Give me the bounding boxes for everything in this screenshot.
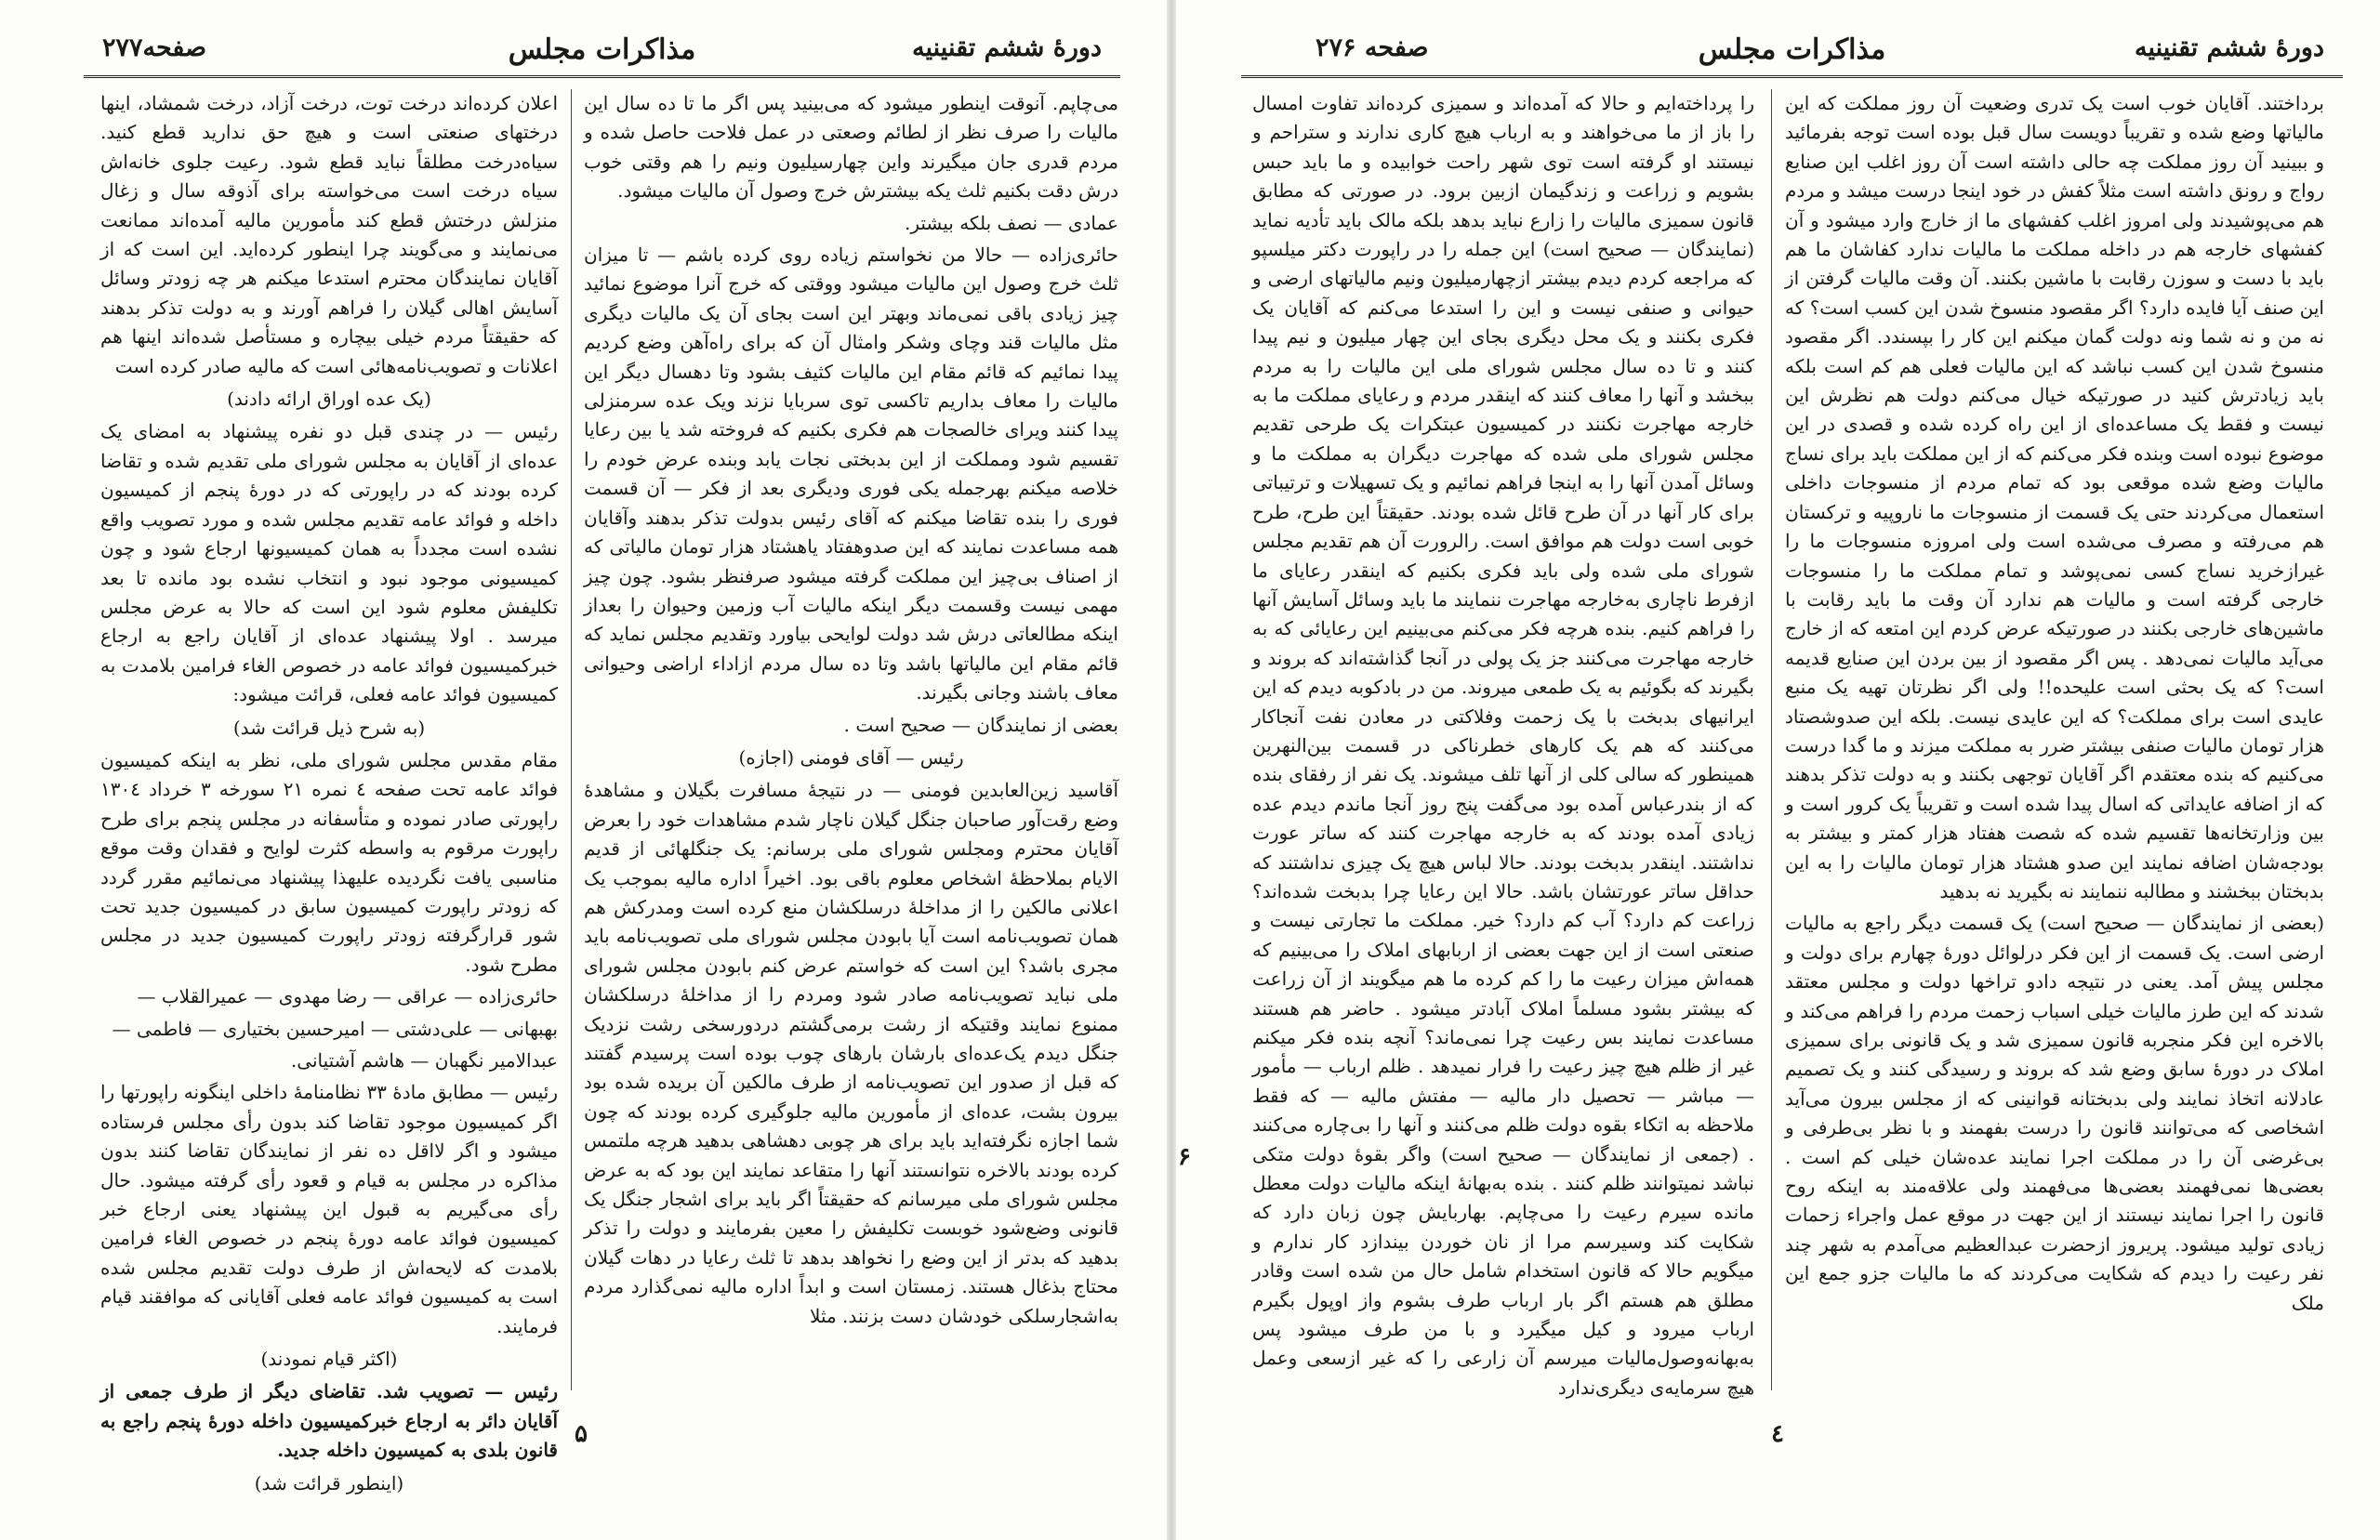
paragraph: رئیس — در چندی قبل دو نفره پیشنهاد به امضای یک عده‌ای از آقایان به مجلس شورای ملی تقدیم شده و تقاضا کرده بودند که در راپورتی که در دورهٔ پنجم از کمیسیون داخله و فوائد عامه تقدیم مجلس شده و مورد تصویب واقع نشده است مجدداً به همان کمیسیونها ارجاع شود و چون کمیسیونی موجود نبود و انتخاب نشده بود مانده تا بعد تکلیفش معلوم شود این است که حالا به عرض مجلس میرسد . اولا پیشنهاد عده‌ای از آقایان راجع به ارجاع خبرکمیسیون فوائد عامه در خصوص الغاء فرامین بلامدت به کمیسیون فوائد عامه فعلی، قرائت میشود: [100, 420, 559, 706]
signature-line: بهبهانی — علی‌دشتی — امیرحسین بختیاری — فاطمی — [112, 1017, 558, 1040]
paragraph: رئیس — مطابق مادهٔ ۳۳ نظامنامهٔ داخلی اینگونه راپورتها را اگر کمیسیون موجود تقاضا کند بدون رأی مجلس فرستاده میشود و اگر لااقل ده نفر از نمایندگان تقاضا کنند بدون مذاکره در مجلس به قیام و قعود رأی گرفته میشود. حال رأی می‌گیریم به قبول این پیشنهاد یعنی ارجاع خبر کمیسیون فوائد عامه دورهٔ پنجم در خصوص الغاء فرامین بلامدت که لایحه‌اش از طرف دولت تقدیم مجلس شده است به کمیسیون فوائد عامه فعلی آقایانی که موافقند قیام فرمایند. [100, 1081, 559, 1337]
editorial-note: (اینطور قرائت شد) [254, 1471, 404, 1494]
paragraph: برداختند. آقایان خوب است یک تدری وضعیت آن روز مملکت که این مالیاتها وضع شده و تقریباً دویست سال قبل بوده است توجه بفرمائید و ببینید آن روز مملکت چه حالی داشته است آن روز اغلب این صنایع رواج و رونق داشته است مثلاً کفش در خود اینجا درست میشد و مردم هم می‌پوشیدند ولی امروز اغلب کفشهای ما از خارج وارد میشود و آن کفشهای خارجه هم در داخله مملکت ما مالیات ندارد کفاشان ما هم باید با دست و سوزن رقابت با ماشین بکنند. آن وقت مالیات گرفتن از این صنف آیا فایده دارد؟ اگر مقصود منسوخ شدن این کسب است؟ که نه من و نه شما ونه دولت گمان میکنم این کار را بپسندد. اگر مقصود منسوخ شدن این کسب نباشد که این مالیات فعلی هم کم است بلکه باید زیادترش کنید در صورتیکه خیال می‌کنم دولت هم نظرش این نیست و فقط یک مساعده‌ای از این راه کرده شده و قصدی در این موضوع نبوده است وبنده فکر می‌کنم که از این مملکت باید برای نساج مالیات وضع شده موقعی بود که تمام مردم از منسوجات داخلی استعمال می‌کردند حتی یک قسمت از منسوجات ما ناروپیه و ترکستان هم می‌رفته و مصرف می‌شده است ولی امروزه منسوجات ما را غیرازخرید نساج کسی نمی‌پوشد و تمام مملکت ما را منسوجات خارجی گرفته است و مالیات هم ندارد آن وقت ما باید رقابت با ماشین‌های خارجی بکنند در صورتیکه عرض کردم این امتعه که از خارج می‌آید مالیات نمی‌دهد . پس اگر مقصود از بین بردن این صنایع قدیمه است؟ که یک بحثی است علیحده!! ولی اگر نظرتان تهیه یک منبع عایدی است برای مملکت؟ که این عایدی نیست. بلکه این صدوشصتاد هزار تومان مالیات صنفی بیشتر ضرر به مملکت میزند و ما گدا درست می‌کنیم که بنده معتقدم اگر آقایان توجهی بکنند و به دولت تذکر بدهند که از اضافه عایداتی که اسال پیدا شده است و تقریباً یک کرور است و بین وزارتخانه‌ها تقسیم شده که شصت هفتاد هزار کمتر و بیشتر به بودجه‌شان اضافه نمایند این صدو هشتاد هزار تومان مالیات را به این بدبختان ببخشند و مطالبه ننمایند نه بگیرید نه بدهید [1785, 92, 2324, 902]
paragraph: می‌چاپم. آنوقت اینطور میشود که می‌بینید پس اگر ما تا ده سال این مالیات را صرف نظر از لطائم وصعتی در عمل فلاحت حاصل شده و مردم قدری جان میگیرند واین چهارسیلیون ونیم را هم وقتی خوب درش دقت بکنیم ثلث یکه بیشترش خرج وصول آن مالیات میشود. [584, 92, 1118, 203]
left-page-left-column [100, 89, 559, 1494]
paragraph: اعلان کرده‌اند درخت توت، درخت آزاد، درخت شمشاد، اینها درختهای صنعتی است و هیچ حق ندارید قطع کنید. سیاه‌درخت مطلقاً نباید قطع شود. رعیت جلوی خانه‌اش سیاه درخت است می‌خواسته برای آذوقه سال و زغال منزلش درختش قطع کند مأمورین مالیه آمده‌اند ممانعت می‌نمایند و می‌گویند چرا اینطور کرده‌اید. این است که از آقایان نمایندگان محترم استدعا میکنم هر چه زودتر وسائل آسایش اهالی گیلان را فراهم آورند و به دولت تذکر بدهند که حقیقتاً مردم خیلی بیچاره و مستأصل شده‌اند اینها هم اعلانات و تصویب‌نامه‌هائی است که مالیه صادر کرده است [100, 92, 558, 377]
left-page [0, 0, 1167, 1540]
header-rule [84, 75, 1120, 78]
session-title: دورهٔ ششم تقنینیه [2135, 33, 2324, 62]
journal-title: مذاکرات مجلس [1698, 33, 1886, 66]
book-gutter [1167, 0, 1176, 1540]
right-page-left-column [1252, 89, 1754, 1409]
paragraph: حائری‌زاده — حالا من نخواستم زیاده روی کرده باشم — تا میزان ثلث خرج وصول این مالیات میشود ووقتی که خرج آنرا موضوع نمائید چیز زیادی باقی نمی‌ماند وبهتر این است بجای آن یک مالیات دیگری مثل مالیات قند وچای وشکر وامثال آن که برای راه‌آهن وضع کردیم پیدا نمائیم که قائم مقام این مالیات کثیف بشود وتا دهسال دیگر این مالیات را معاف بداریم تاکسی توی سربایا نزند ویک عده سرمنزلی پیدا کنند ویرای خالصجات هم فکری بکنیم که فروخته شد یا بین رعایا تقسیم شود ومملکت از این بدبختی نجات یابد وبنده عرض خودم را خلاصه میکنم بهرجمله یکی فوری ودیگری بعد از فکر — آن قسمت فوری را بنده تقاضا میکنم که آقای رئیس بدولت تذکر بدهند وآقایان همه مساعدت نمایند که این صدوهفتاد یاهشتاد هزار تومان مالیاتی که از اصناف بی‌چیز این مملکت گرفته میشود صرفنظر بشود. چون چیز مهمی نیست وقسمت دیگر اینکه مالیات آب وزمین وحیوان را بعداز اینکه مطالعاتی درش شد دولت لوایحی بیاورد وتقدیم مجلس نماید که قائم مقام این مالیاتها باشد وتا ده سال مردم ازاداء اراضی وحیوانی معاف باشند وجانی بگیرند. [584, 244, 1118, 704]
journal-title: مذاکرات مجلس [508, 33, 696, 66]
paragraph: مقام مقدس مجلس شورای ملی، نظر به اینکه کمیسیون فوائد عامه تحت صفحه ٤ نمره ۲۱ سورخه ۳ خرداد ۱۳۰٤ راپورتی صادر نموده و متأسفانه در مجلس پنجم برای طرح راپورت مرقوم به واسطه کثرت لوایح و فقدان وقت موقع مناسبی یافت نگردیده علیهذا پیشنهاد می‌نمائیم مقرر گردد که زودتر راپورت کمیسیون سابق در کمیسیون جدید تحت شور قرارگرفته زودتر راپورت کمیسیون جدید در مجلس مطرح شود. [100, 748, 559, 976]
editorial-note: (یک عده اوراق ارائه دادند) [227, 388, 431, 411]
paragraph: را پرداخته‌ایم و حالا که آمده‌اند و سمیزی کرده‌اند تفاوت امسال را باز از ما می‌خواهند و به ارباب هیچ کاری ندارند و ستراحم و نیستند او گرفته است توی شهر راحت خوابیده و ما باید حبس بشویم و زراعت و زندگیمان ازبین برود. در صورتی که مطابق قانون سمیزی مالیات را زارع نباید بدهد بلکه مالک باید تأدیه نماید (نمایندگان — صحیح است) این جمله را در راپورت دکتر میلسپو که مراجعه کردم دیدم بیشتر ازچهارمیلیون ونیم مالیاتهای ارضی و حیوانی و صنفی نیست و این را استدعا می‌کنم که آقایان یک فکری بکنند و یک محل دیگری بجای این چهار میلیون و نیم پیدا کنند و تا ده سال مجلس شورای ملی این مالیات را به مردم ببخشد و آنها را معاف کنند که اینقدر مردم و رعایای مملکت ما به خارجه مهاجرت نکنند در کمیسیون عبتکرات یک طرحی تقدیم مجلس شورای ملی شده که مهاجرت دیگران به مملکت ما و وسائل آمدن آنها را به اینجا فراهم نمائیم و یک تسهیلات و ترتیباتی برای کار آنها در آن طرح قائل شده بودند. حقیقتاً این طرح، طرح خوبی است دولت هم موافق است. رالرورت آن هم تقدیم مجلس شورای ملی شده ولی باید فکری بکنیم که اینقدر رعایای ما ازفرط ناچاری به‌خارجه مهاجرت ننمایند ما باید وسائل آسایش آنها را فراهم کنیم. بنده هرچه فکر می‌کنم می‌بینیم این رعایائی که به خارجه مهاجرت می‌کنند جز یک پولی در آنجا گذاشته‌اند که بروند و بگیرند که بگوئیم به یک طمعی میروند. من در بادکوبه دیدم که این ایرانیهای بدبخت با یک زحمت وفلاکتی در معادن نفت آنجاکار می‌کنند که هم یک کارهای خطرناکی در قسمت بین‌النهرین همینطور که سالی کلی از آنها تلف میشوند. یک نفر از رفقای بنده که از بندرعباس آمده بود می‌گفت پنج روز آنجا ماندم دیدم عده زیادی آمده بودند که به خارجه مهاجرت کنند که ساتر عورت نداشتند. اینقدر بدبخت بودند. حالا لباس هیچ یک چیزی نداشتند که حداقل ساتر عورتشان باشد. حالا این رعایا چرا بدبخت شده‌اند؟ زراعت کم دارد؟ آب کم دارد؟ خیر. مملکت ما تجارتی نیست و صنعتی است از این جهت بعضی از اربابهای املاک را می‌بینیم که همه‌اش میزان رعیت ما را کم کرده ما هم میگویند از آن زراعت که بیشتر بشود مسلماً املاک آبادتر میشود . حاضر هم هستند مساعدت نمایند بس رعیت چرا نمی‌ماند؟ آنچه بنده فکر میکنم غیر از ظلم هیچ چیز رعیت را فرار نمیدهد . ظلم ارباب — مأمور — مباشر — تحصیل دار مالیه — مفتش مالیه — که فقط ملاحظه به اتکاء بقوه دولت ظلم می‌کنند و آنها را بی‌چاره می‌کنند . (جمعی از نمایندگان — صحیح است) واگر بقوهٔ دولت متکی نباشد نمیتوانند ظلم کنند . بنده به‌بهانهٔ اینکه مالیات دولت معطل مانده سیرم رعیت را می‌چاپم. بهاربایش چون زبان دارد که شکایت کند وسیرسم مرا از نان خوردن بیندازد کار ندارم و میگویم حالا که قانون استخدام شامل حال من شده است وقادر مطلق هم هستم اگر بار ارباب طرف بشوم واز اوپول بگیرم ارباب میرود و کیل میگیرد و با من طرف میشود پس به‌بهانه‌وصول‌مالیات میرسم آن زارعی را که غیر ازسعی وعمل هیچ سرمایه‌ی دیگری‌ندارد [1252, 92, 1754, 1399]
header-rule [1241, 75, 2343, 78]
signature-line: حائری‌زاده — عراقی — رضا مهدوی — عمیرالقلاب — [137, 985, 558, 1008]
footer-page-number: ۵ [575, 1420, 588, 1448]
left-page-header [84, 28, 1120, 78]
session-title: دورهٔ ششم تقنینیه [912, 33, 1102, 62]
paragraph: بعضی از نمایندگان — صحیح است . [843, 713, 1118, 736]
right-page-right-column [1785, 89, 2324, 1409]
editorial-note: (به شرح ذیل قرائت شد) [232, 716, 426, 739]
paragraph: رئیس — آقای فومنی (اجازه) [738, 745, 964, 769]
editorial-note: (اکثر قیام نمودند) [260, 1348, 398, 1371]
column-divider [1771, 89, 1772, 1390]
right-page [1176, 0, 2380, 1540]
paragraph: رئیس — تصویب شد. تقاضای دیگر از طرف جمعی از آقایان دائر به ارجاع خبرکمیسیون داخله دورهٔ پنجم راجع به قانون بلدی به کمیسیون داخله جدید. [100, 1380, 558, 1462]
paragraph: آقاسید زین‌العابدین فومنی — در نتیجهٔ مسافرت بگیلان و مشاهدهٔ وضع رقت‌آور صاحبان جنگل گیلان ناچار شدم مشاهدات خود را بعرض آقایان محترم ومجلس شورای ملی برسانم: یک جنگلهائی از قدیم الایام بملاحظهٔ اشخاص معلوم باقی بود. اخیراً اداره مالیه بموجب یک اعلانی مالکین را از مداخلهٔ درسلکشان منع کرده است ومدرکش هم همان تصویب‌نامه است آیا بابودن مجلس شورای ملی تصویب‌نامه باید مجری باشد؟ این است که خواستم عرض کنم بابودن مجلس شورای ملی نباید تصویب‌نامه صادر شود ومردم را از مداخلهٔ درسلکشان ممنوع نمایند وقتیکه از رشت برمی‌گشتم دردورسخی رشت نزدیک جنگل دیدم یک‌عده‌ای بارشان بارهای چوب بوده است پرسیدم گفتند که قبل از صدور این تصویب‌نامه از طرف مالکین آن بریده شده بود بیرون بشت، عده‌ای از مأمورین مالیه جلوگیری کرده بودند که چون شما اجازه نگرفته‌اید باید برای هر چوبی دهشاهی بدهید هرچه ملتمس کرده بودند بالاخره نتوانستند آنها را متقاعد نمایند این بود که به عرض مجلس شورای ملی میرسانم که حقیقتاً اگر باید برای اشجار جنگل یک قانونی وضع‌شود خوبست تکلیفش را معین بفرمایند و دولت را تذکر بدهید که بدتر از این وضع را نخواهد بدهد تا ثلث رعایا در دهات گیلان محتاج بذغال هستند. زمستان است و ابداً اداره مالیه نمی‌گذارد مردم به‌اشجارسلکی خودشان دست بزنند. مثلا [584, 779, 1118, 1327]
page-number: صفحه۲۷۷ [102, 33, 207, 62]
footer-page-number: ٤ [1771, 1420, 1784, 1448]
page-number: صفحه ۲۷۶ [1316, 33, 1429, 62]
margin-mark: ۶ [1178, 1143, 1191, 1171]
column-divider [571, 89, 572, 1390]
right-page-header [1241, 28, 2343, 78]
left-page-right-column [584, 89, 1118, 1409]
signature-line: عبدالامیر نگهبان — هاشم آشتیانی. [290, 1049, 558, 1072]
paragraph: عمادی — نصف بلکه بیشتر. [904, 211, 1118, 234]
paragraph: (بعضی از نمایندگان — صحیح است) یک قسمت دیگر راجع به مالیات ارضی است. یک قسمت از این فکر درلوائل دورهٔ چهارم برای دولت و مجلس پیش آمد. یعنی در نتیجه دادو تراخها دولت و مجلس معتقد شدند که این طرز مالیات خیلی اسباب زحمت مردم را فراهم می‌کند و بالاخره این فکر منجربه قانون سمیزی شد و یک قانونی برای سمیزی املاک در دورهٔ سابق وضع شد که بروند و رسیدگی کنند و یک تصمیم عادلانه اتخاذ نمایند ولی بدبختانه قوانینی که از مجلس بیرون می‌آید اشخاصی که می‌توانند قانون را درست بفهمند و با نظر بی‌طرفی و بی‌غرضی آن را در مملکت اجرا نمایند عده‌شان خیلی کم است . بعضی‌ها نمی‌فهمند بعضی‌ها می‌فهمند ولی علاقه‌مند به اینکه روح قانون را اجرا نمایند نیستند از این جهت در موقع عمل واجراء زحمات زیادی تولید میشود. پریروز ازحضرت عبدالعظیم می‌آمدم به شهر چند نفر رعیت را دیدم که شکایت می‌کردند که ما مالیات جزو جمع این ملک [1785, 912, 2324, 1314]
